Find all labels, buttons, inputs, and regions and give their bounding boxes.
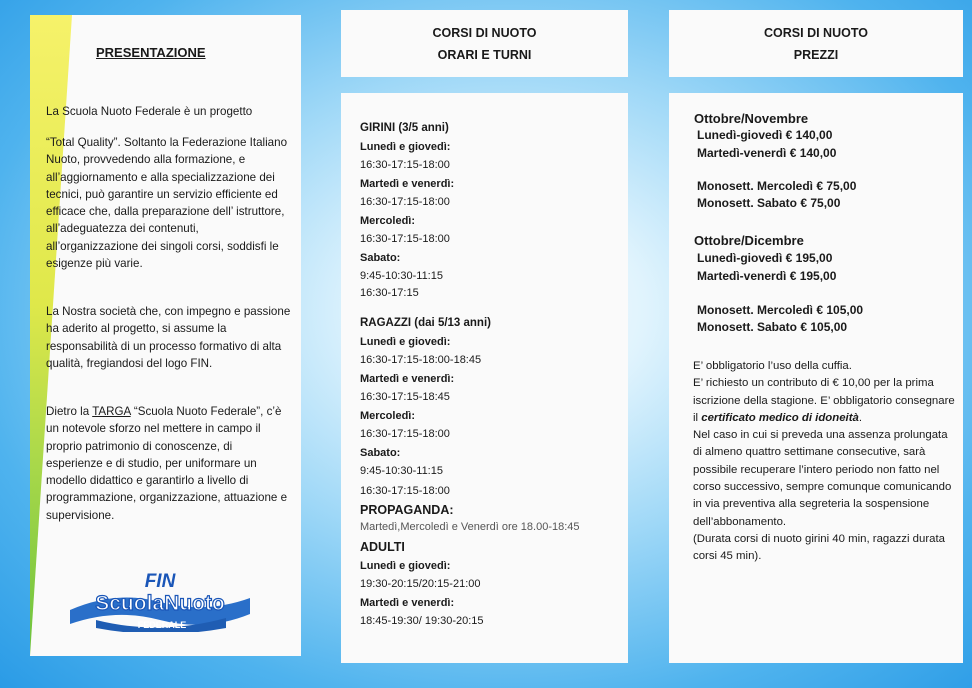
on-mono-sabato-price: Monosett. Sabato € 75,00 — [697, 196, 841, 210]
note-contributo-text: E’ richiesto un contributo di € 10,00 per la prima iscrizione della stagione. E’ obbligatorio consegnare il — [693, 377, 955, 424]
ragazzi-lg-label: Lunedì e giovedì: — [360, 336, 451, 348]
adulti-mv-label: Martedì e venerdì: — [360, 597, 455, 609]
logo-federale-text: FEDERALE — [137, 620, 187, 630]
targa-text: “Scuola Nuoto Federale”, c’è un notevole sforzo nel mettere in campo il proprio patrimonio di conoscenze, di esperienze e di studio, per uniformare un modello didattico e garantirlo a livello di programmazione, organizzazione, attuazione e supervisione. — [46, 405, 288, 522]
girini-mv-label: Martedì e venerdì: — [360, 178, 455, 190]
ragazzi-sa-label: Sabato: — [360, 447, 401, 459]
propaganda-text: Martedì,Mercoledì e Venerdì ore 18.00-18:45 — [360, 521, 580, 533]
girini-sa-time2: 16:30-17:15 — [360, 287, 419, 299]
targa-link: TARGA — [92, 405, 131, 418]
ottobre-dicembre-title: Ottobre/Dicembre — [694, 233, 804, 248]
ragazzi-mv-time: 16:30-17:15-18:45 — [360, 391, 450, 403]
girini-me-label: Mercoledì: — [360, 215, 416, 227]
targa-prefix: Dietro la — [46, 405, 93, 418]
total-quality-paragraph: “Total Quality”. Soltanto la Federazione Italiano Nuoto, provvedendo alla formazione, e all’aggiornamento e alla specializzazione dei tecnici, può garantire un servizio efficiente ed efficace che, dalla preparazione dell’ istruttore, all’adeguatezza dei contenuti, all’organizzazione dei singoli corsi, soddisfi le esigenze più varie. — [46, 136, 288, 271]
adulti-lg-label: Lunedì e giovedì: — [360, 560, 451, 572]
presentazione-title: PRESENTAZIONE — [96, 45, 206, 60]
prezzi-header-line2: PREZZI — [793, 47, 839, 62]
prezzi-notes — [693, 358, 955, 566]
note-contributo-end: . — [858, 411, 863, 424]
girini-lg-time: 16:30-17:15-18:00 — [360, 159, 450, 171]
intro-paragraph: La Scuola Nuoto Federale è un progetto — [46, 105, 253, 118]
prezzi-header-line1: CORSI DI NUOTO — [764, 25, 868, 40]
od-lunedi-giovedi-price: Lunedì-giovedì € 195,00 — [697, 251, 833, 265]
ragazzi-mv-label: Martedì e venerdì: — [360, 373, 455, 385]
orari-header — [341, 10, 628, 77]
fin-scuola-nuoto-logo — [66, 570, 254, 632]
od-mono-sabato-price: Monosett. Sabato € 105,00 — [697, 320, 848, 334]
note-cuffia: E’ obbligatorio l’uso della cuffia. — [693, 360, 852, 372]
note-durata: (Durata corsi di nuoto girini 40 min, ragazzi durata corsi 45 min). — [693, 532, 945, 563]
adulti-lg-time: 19:30-20:15/20:15-21:00 — [360, 578, 481, 590]
propaganda-title: PROPAGANDA: — [360, 503, 454, 517]
orari-panel — [341, 93, 628, 663]
presentazione-panel — [30, 15, 301, 656]
ragazzi-lg-time: 16:30-17:15-18:00-18:45 — [360, 354, 482, 366]
ragazzi-me-time: 16:30-17:15-18:00 — [360, 428, 450, 440]
girini-mv-time: 16:30-17:15-18:00 — [360, 196, 450, 208]
prezzi-panel — [669, 93, 963, 663]
logo-scuolanuoto-text: ScuolaNuoto — [95, 592, 225, 615]
girini-title: GIRINI (3/5 anni) — [360, 122, 449, 134]
ragazzi-title: RAGAZZI (dai 5/13 anni) — [360, 317, 491, 329]
note-certificato-medico: certificato medico di idoneità — [701, 411, 859, 424]
prezzi-header — [669, 10, 963, 77]
ragazzi-sa-time2: 16:30-17:15-18:00 — [360, 485, 450, 497]
on-lunedi-giovedi-price: Lunedì-giovedì € 140,00 — [697, 128, 833, 142]
note-assenza: Nel caso in cui si preveda una assenza prolungata di almeno quattro settimane consecutive, sarà possibile recuperare l’intero periodo non fatto nel corso successivo, sempre comunque comunicando in via preventiva alla segreteria la sospensione dell’abbonamento. — [693, 429, 952, 528]
adulti-title: ADULTI — [360, 540, 405, 554]
orari-header-line2: ORARI E TURNI — [437, 47, 532, 62]
od-martedi-venerdi-price: Martedì-venerdì € 195,00 — [697, 269, 837, 283]
girini-sa-time1: 9:45-10:30-11:15 — [360, 270, 443, 282]
orari-header-line1: CORSI DI NUOTO — [432, 25, 537, 40]
note-contributo — [693, 375, 955, 427]
targa-paragraph — [46, 403, 291, 524]
on-martedi-venerdi-price: Martedì-venerdì € 140,00 — [697, 146, 837, 160]
ottobre-novembre-title: Ottobre/Novembre — [694, 111, 809, 126]
adulti-mv-time: 18:45-19:30/ 19:30-20:15 — [360, 615, 484, 627]
girini-lg-label: Lunedì e giovedì: — [360, 141, 451, 153]
logo-fin-text: FIN — [144, 571, 176, 592]
ragazzi-sa-time1: 9:45-10:30-11:15 — [360, 465, 443, 477]
on-mono-mercoledi-price: Monosett. Mercoledì € 75,00 — [697, 179, 857, 193]
girini-me-time: 16:30-17:15-18:00 — [360, 233, 450, 245]
od-mono-mercoledi-price: Monosett. Mercoledì € 105,00 — [697, 303, 864, 317]
girini-sa-label: Sabato: — [360, 252, 401, 264]
societa-paragraph: La Nostra società che, con impegno e passione ha aderito al progetto, si assume la responsabilità di un processo formativo di alta qualità, fregiandosi del logo FIN. — [46, 305, 291, 370]
ragazzi-me-label: Mercoledì: — [360, 410, 416, 422]
